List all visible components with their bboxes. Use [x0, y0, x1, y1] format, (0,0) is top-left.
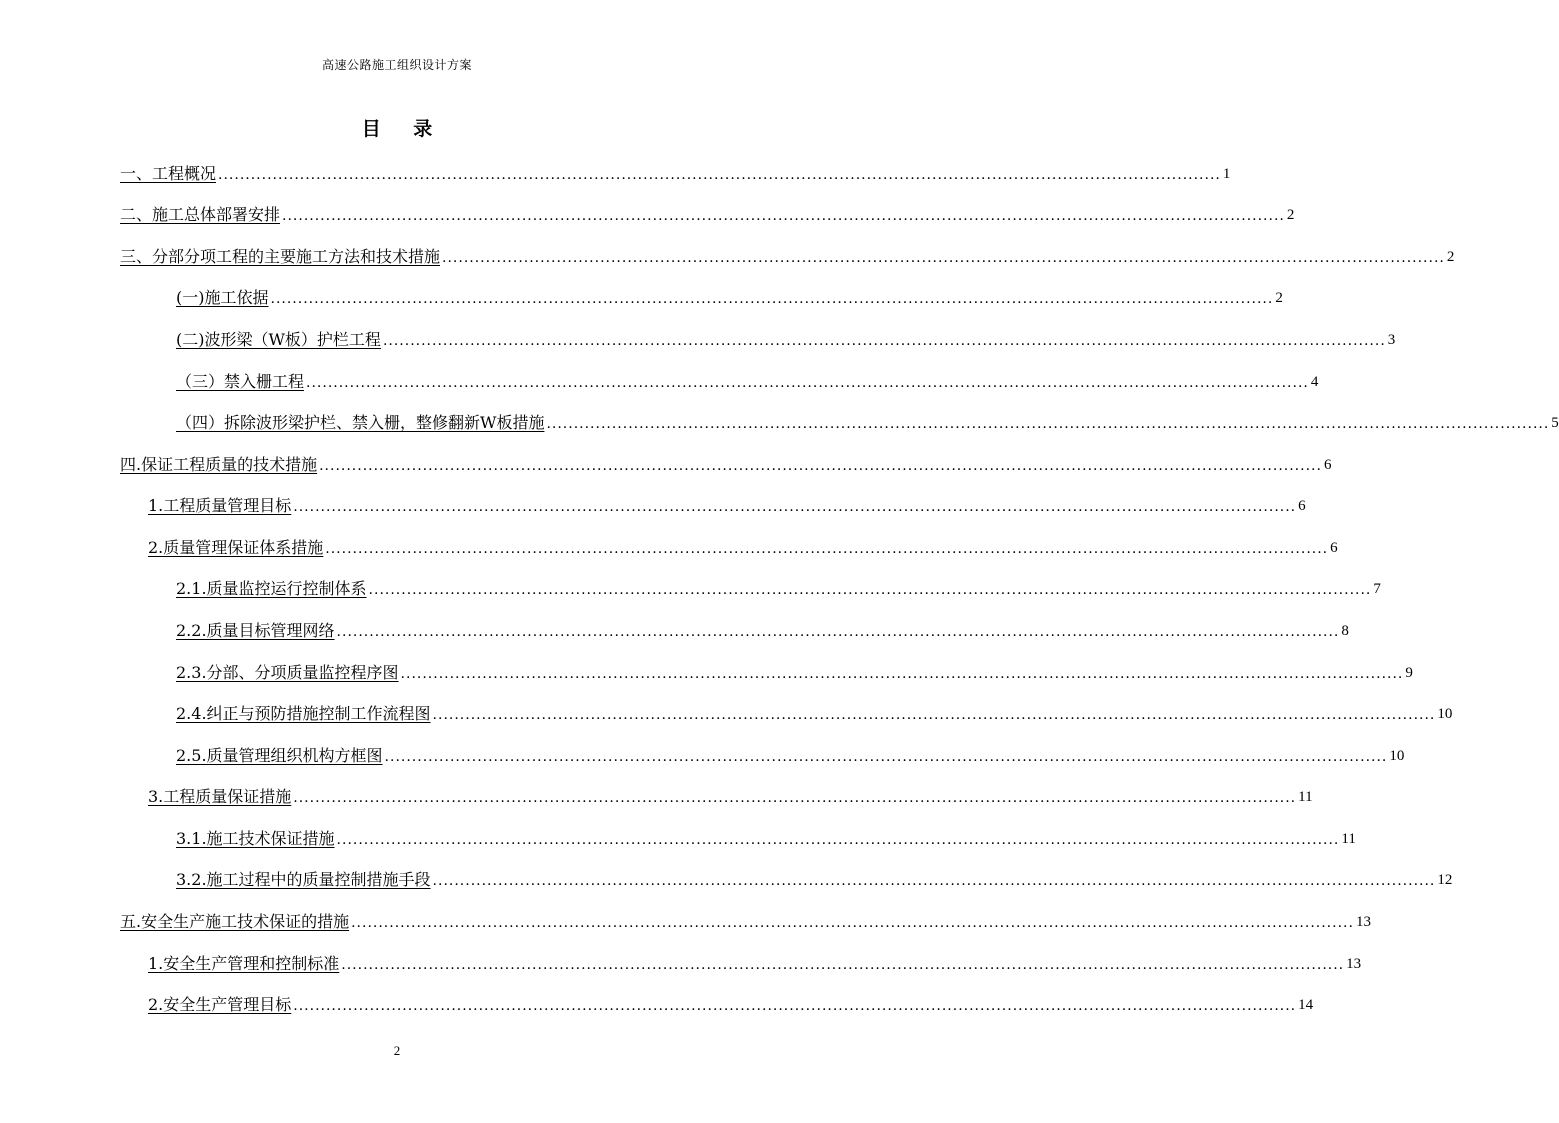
toc-entry-page: 5 — [1551, 415, 1559, 431]
toc-entry-label: （四）拆除波形梁护栏、禁入栅，整修翻新W板措施 — [176, 413, 545, 432]
page-number: 2 — [393, 1043, 401, 1058]
toc-leader-dots: ........................................................................................................................................................................................ — [341, 957, 1345, 973]
toc-entry-page: 4 — [1310, 374, 1319, 390]
toc-leader-dots: ........................................................................................................................................................................................ — [546, 416, 1550, 432]
toc-entry-label: 3.1.施工技术保证措施 — [176, 829, 335, 848]
toc-entry-label: 2.2.质量目标管理网络 — [176, 621, 335, 640]
toc-leader-dots: ........................................................................................................................................................................................ — [293, 998, 1297, 1014]
toc-entry[interactable] — [176, 569, 1381, 599]
toc-leader-dots: ........................................................................................................................................................................................ — [293, 499, 1297, 515]
toc-entry-label: (二)波形梁（W板）护栏工程 — [176, 330, 381, 349]
toc-entry[interactable] — [148, 985, 1314, 1015]
toc-entry-page: 2 — [1446, 249, 1455, 265]
toc-entry[interactable] — [120, 195, 1295, 225]
toc-leader-dots: ........................................................................................................................................................................................ — [319, 458, 1322, 474]
toc-leader-dots: ........................................................................................................................................................................................ — [293, 790, 1297, 806]
toc-entry-page: 1 — [1222, 166, 1231, 182]
toc-entry[interactable] — [176, 362, 1319, 392]
toc-entry[interactable] — [176, 694, 1453, 724]
toc-entry-label: 3.工程质量保证措施 — [148, 787, 292, 806]
toc-entry-page: 12 — [1437, 872, 1453, 888]
toc-leader-dots: ........................................................................................................................................................................................ — [218, 167, 1221, 183]
toc-entry[interactable] — [148, 528, 1338, 558]
toc-entry-page: 3 — [1387, 332, 1396, 348]
toc-entry-page: 9 — [1405, 665, 1413, 681]
toc-entry-page: 2 — [1275, 290, 1283, 306]
toc-entry-label: 2.4.纠正与预防措施控制工作流程图 — [176, 704, 431, 723]
toc-entry-label: 3.2.施工过程中的质量控制措施手段 — [176, 870, 431, 889]
toc-entry-page: 10 — [1437, 706, 1453, 722]
toc-leader-dots: ........................................................................................................................................................................................ — [336, 624, 1340, 640]
toc-entry-page: 7 — [1373, 581, 1381, 597]
toc-leader-dots: ........................................................................................................................................................................................ — [368, 582, 1372, 598]
toc-entry-label: 一、工程概况 — [120, 164, 217, 183]
toc-entry-label: 1.工程质量管理目标 — [148, 496, 292, 515]
toc-entry-label: (一)施工依据 — [176, 288, 269, 307]
toc-entry-label: 四.保证工程质量的技术措施 — [120, 455, 318, 474]
toc-entry-page: 13 — [1346, 956, 1362, 972]
toc-entry-label: 2.1.质量监控运行控制体系 — [176, 579, 367, 598]
toc-leader-dots: ........................................................................................................................................................................................ — [384, 749, 1388, 765]
toc-entry-page: 6 — [1323, 457, 1332, 473]
toc-entry-label: 二、施工总体部署安排 — [120, 205, 281, 224]
toc-entry-label: 2.5.质量管理组织机构方框图 — [176, 746, 383, 765]
toc-entry[interactable] — [120, 445, 1332, 475]
toc-leader-dots: ........................................................................................................................................................................................ — [400, 666, 1404, 682]
toc-leader-dots: ........................................................................................................................................................................................ — [336, 832, 1340, 848]
toc-entry[interactable] — [176, 278, 1283, 308]
toc-entry[interactable] — [176, 819, 1356, 849]
toc-entry-page: 10 — [1389, 748, 1405, 764]
toc-entry[interactable] — [176, 320, 1396, 350]
toc-entry-page: 11 — [1298, 789, 1313, 805]
toc-entry[interactable] — [176, 860, 1453, 890]
toc-entry-page: 14 — [1298, 997, 1314, 1013]
toc-leader-dots: ........................................................................................................................................................................................ — [270, 291, 1274, 307]
toc-entry-page: 2 — [1286, 207, 1295, 223]
toc-entry[interactable] — [176, 611, 1349, 641]
toc-entry[interactable] — [120, 902, 1371, 932]
toc-leader-dots: ........................................................................................................................................................................................ — [432, 873, 1436, 889]
toc-entry-label: 五.安全生产施工技术保证的措施 — [120, 912, 350, 931]
toc-entry[interactable] — [176, 653, 1413, 683]
toc-entry-page: 8 — [1341, 623, 1349, 639]
toc-entry[interactable] — [120, 154, 1231, 184]
toc-entry[interactable] — [176, 403, 1559, 433]
toc-leader-dots: ........................................................................................................................................................................................ — [382, 333, 1386, 349]
toc-entry[interactable] — [148, 777, 1313, 807]
toc-entry-page: 11 — [1341, 831, 1356, 847]
toc-entry-label: 2.安全生产管理目标 — [148, 995, 292, 1014]
page-title: 目 录 — [361, 118, 433, 140]
toc-leader-dots: ........................................................................................................................................................................................ — [282, 208, 1285, 224]
toc-entry-label: 1.安全生产管理和控制标准 — [148, 954, 340, 973]
toc-entry-page: 6 — [1330, 540, 1338, 556]
toc-entry-label: 2.质量管理保证体系措施 — [148, 538, 324, 557]
toc-entry-page: 13 — [1355, 914, 1371, 930]
toc-entry[interactable] — [176, 736, 1405, 766]
toc-leader-dots: ........................................................................................................................................................................................ — [442, 250, 1445, 266]
toc-entry[interactable] — [148, 486, 1306, 516]
toc-leader-dots: ........................................................................................................................................................................................ — [325, 541, 1329, 557]
toc-entry-label: 三、分部分项工程的主要施工方法和技术措施 — [120, 247, 441, 266]
toc-entry-label: 2.3.分部、分项质量监控程序图 — [176, 663, 399, 682]
running-header: 高速公路施工组织设计方案 — [321, 58, 472, 72]
toc-entry-page: 6 — [1298, 498, 1306, 514]
toc-entry[interactable] — [148, 944, 1362, 974]
toc-leader-dots: ........................................................................................................................................................................................ — [306, 375, 1309, 391]
toc-leader-dots: ........................................................................................................................................................................................ — [351, 915, 1354, 931]
toc-leader-dots: ........................................................................................................................................................................................ — [432, 707, 1436, 723]
toc-entry-label: （三）禁入栅工程 — [176, 372, 305, 391]
toc-entry[interactable] — [120, 237, 1455, 267]
